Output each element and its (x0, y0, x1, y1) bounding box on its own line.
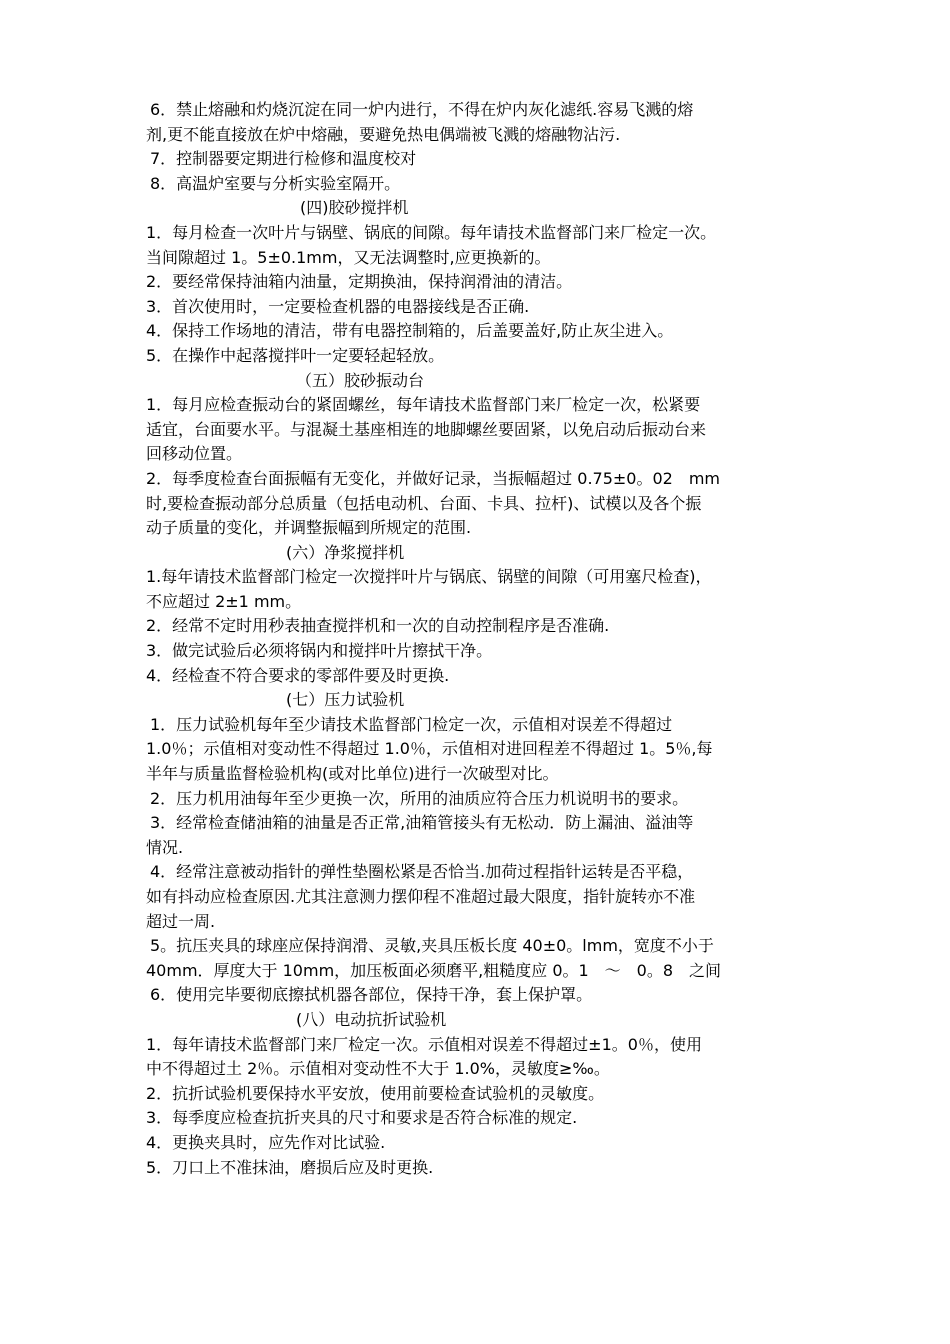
section-heading: (四)胶砂搅拌机 (300, 198, 409, 218)
text-line: 回移动位置。 (146, 444, 243, 464)
text-line: 4．保持工作场地的清洁，带有电器控制箱的，后盖要盖好,防止灰尘进入。 (146, 321, 674, 341)
text-line: 情况. (146, 837, 184, 857)
text-line: 超过一周. (146, 911, 216, 931)
section-heading: (七）压力试验机 (286, 690, 405, 710)
section-heading: (六）净浆搅拌机 (286, 542, 405, 562)
text-line: 2．抗折试验机要保持水平安放，使用前要检查试验机的灵敏度。 (146, 1083, 605, 1103)
section-heading: (八）电动抗折试验机 (296, 1009, 447, 1029)
text-line: 时,要检查振动部分总质量（包括电动机、台面、卡具、拉杆)、试模以及各个振 (146, 493, 702, 513)
text-line: 1．每月检查一次叶片与锅壁、锅底的间隙。每年请技术监督部门来厂检定一次。 (146, 222, 717, 242)
text-line: 1．每年请技术监督部门来厂检定一次。示值相对误差不得超过±1。0％，使用 (146, 1034, 702, 1054)
text-line: 2．每季度检查台面振幅有无变化，并做好记录，当振幅超过 0.75±0。02 mm (146, 468, 721, 488)
text-line: 半年与质量监督检验机构(或对比单位)进行一次破型对比。 (146, 764, 559, 784)
section-heading: （五）胶砂振动台 (296, 370, 425, 390)
text-line: 6．禁止熔融和灼烧沉淀在同一炉内进行，不得在炉内灰化滤纸.容易飞溅的熔 (150, 100, 694, 119)
text-line: 7．控制器要定期进行检修和温度校对 (150, 149, 417, 169)
text-line: 6．使用完毕要彻底擦拭机器各部位，保持干净，套上保护罩。 (150, 985, 593, 1005)
text-line: 如有抖动应检查原因.尤其注意测力摆仰程不准超过最大限度，指针旋转亦不准 (146, 887, 696, 906)
text-line: 1．每月应检查振动台的紧固螺丝，每年请技术监督部门来厂检定一次，松紧要 (146, 395, 701, 415)
document-page (146, 98, 816, 1180)
text-line: 5。抗压夹具的球座应保持润滑、灵敏,夹具压板长度 40±0。lmm，宽度不小于 (150, 936, 714, 956)
text-line: 1.每年请技术监督部门检定一次搅拌叶片与锅底、锅壁的间隙（可用塞尺检查)， (146, 567, 712, 587)
text-line: 5．在操作中起落搅拌叶一定要轻起轻放。 (146, 345, 445, 365)
text-line: 4．经检查不符合要求的零部件要及时更换. (146, 665, 450, 685)
text-line: 1.0％；示值相对变动性不得超过 1.0％，示值相对进回程差不得超过 1。5％,每 (146, 739, 713, 759)
text-line: 5．刀口上不准抹油，磨损后应及时更换. (146, 1157, 434, 1177)
text-line: 动子质量的变化，并调整振幅到所规定的范围. (146, 518, 472, 538)
text-line: 4．经常注意被动指针的弹性垫圈松紧是否恰当.加荷过程指针运转是否平稳， (150, 862, 694, 882)
text-line: 2．经常不定时用秒表抽查搅拌机和一次的自动控制程序是否准确. (146, 616, 610, 636)
text-line: 中不得超过土 2％。示值相对变动性不大于 1.0%，灵敏度≥‰。 (146, 1059, 610, 1079)
text-line: 3．经常检查储油箱的油量是否正常,油箱管接头有无松动．防上漏油、溢油等 (150, 813, 694, 833)
text-line: 当间隙超过 1。5±0.1mm，又无法调整时,应更换新的。 (146, 247, 551, 267)
text-line: 2．要经常保持油箱内油量，定期换油，保持润滑油的清洁。 (146, 272, 573, 292)
text-line: 4．更换夹具时，应先作对比试验. (146, 1132, 386, 1152)
text-line: 8．高温炉室要与分析实验室隔开。 (150, 173, 401, 193)
text-line: 适宜，台面要水平。与混凝土基座相连的地脚螺丝要固紧，以免启动后振动台来 (146, 419, 707, 439)
text-line: 40mm．厚度大于 10mm，加压板面必须磨平,粗糙度应 0。1 ～ 0。8 之间 (146, 960, 722, 980)
text-line: 3．每季度应检查抗折夹具的尺寸和要求是否符合标准的规定. (146, 1108, 578, 1128)
text-line: 剂,更不能直接放在炉中熔融，要避免热电偶端被飞溅的熔融物沾污. (146, 124, 621, 144)
text-line: 3．首次使用时，一定要检查机器的电器接线是否正确. (146, 296, 530, 316)
text-line: 2．压力机用油每年至少更换一次，所用的油质应符合压力机说明书的要求。 (150, 788, 689, 808)
text-line: 不应超过 2±1 mm。 (146, 591, 302, 611)
text-line: 3．做完试验后必须将锅内和搅拌叶片擦拭干净。 (146, 641, 493, 661)
text-line: 1．压力试验机每年至少请技术监督部门检定一次，示值相对误差不得超过 (150, 714, 673, 734)
